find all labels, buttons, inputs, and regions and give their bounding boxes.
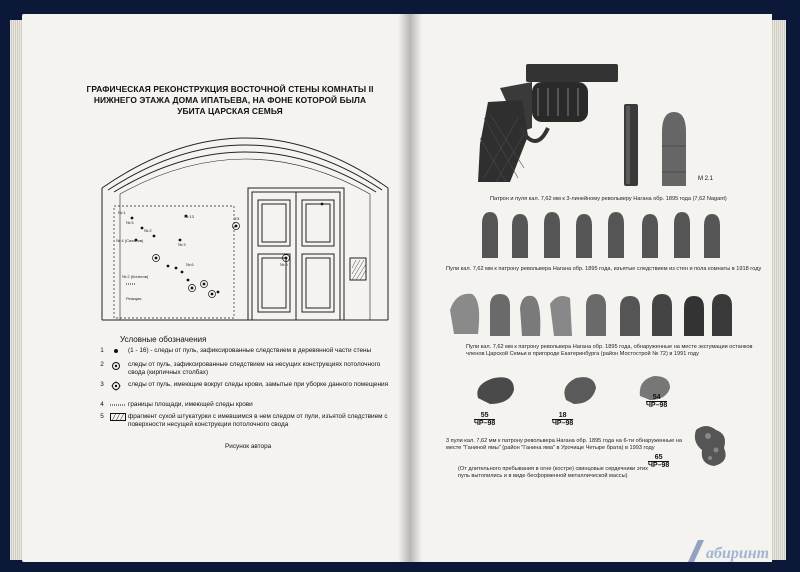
figure-credit: Рисунок автора	[225, 443, 272, 450]
svg-text:абиринт: абиринт	[706, 545, 770, 562]
diagram-label: № 9	[280, 262, 288, 267]
diagram-label: № 1	[118, 210, 126, 215]
legend-key: 5	[100, 413, 104, 420]
molten-mass-photo	[690, 420, 734, 470]
diagram-label: № 13	[184, 214, 194, 219]
diagram-label: Реакция	[126, 296, 142, 301]
diagram-label: № 6	[186, 262, 194, 267]
evidence-number: 18	[552, 412, 573, 420]
evidence-number: 54	[646, 394, 667, 402]
caption-row1: Пули кал. 7,62 мм к патрону револьвера Нагана обр. 1895 года, изъятые следствием из стен и пола комнаты в 1918 году	[446, 266, 762, 272]
evidence-number: 55	[474, 412, 495, 420]
hatched-box-icon	[110, 413, 126, 427]
legend-key: 2	[100, 361, 104, 368]
evidence-mark	[648, 454, 669, 469]
evidence-mark	[474, 412, 495, 427]
legend-text: следы от пуль, имеющие вокруг следы крови, замытые при уборке данного помещения	[128, 381, 389, 388]
labirint-watermark-logo	[684, 536, 796, 566]
evidence-code: ЧР–98	[474, 420, 496, 427]
diagram-label: ЗЭ	[234, 216, 240, 221]
evidence-mark	[552, 412, 573, 427]
evidence-code: ЧР–98	[646, 402, 668, 409]
right-page-edges	[770, 20, 786, 560]
bullets-row-2	[448, 290, 738, 340]
evidence-number: 65	[648, 454, 669, 462]
diagram-label: № 2	[144, 228, 152, 233]
legend-key: 4	[100, 401, 104, 408]
page-title: ГРАФИЧЕСКАЯ РЕКОНСТРУКЦИЯ ВОСТОЧНОЙ СТЕНЫ КОМНАТЫ II НИЖНЕГО ЭТАЖА ДОМА ИПАТЬЕВА, НА ФОНЕ КОТОРОЙ БЫЛА УБИТА ЦАРСКАЯ СЕМЬЯ	[86, 84, 374, 116]
rayed-circle-icon	[110, 381, 126, 395]
evidence-code: ЧР–98	[648, 462, 670, 469]
caption-revolver: Патрон и пуля кал. 7,62 мм к 3-линейному револьверу Нагана обр. 1895 года (7,62 Nagant)	[490, 196, 727, 202]
evidence-mark	[646, 394, 667, 409]
mark-m21: М 2.1	[698, 176, 714, 182]
legend-key: 3	[100, 381, 104, 388]
legend-title: Условные обозначения	[120, 335, 207, 344]
diagram-label: № 4 (Сахонов)	[116, 238, 144, 243]
caption-row2: Пули кал. 7,62 мм к патрону револьвера Нагана обр. 1895 года, обнаруженные на месте эксгумации останков членов Царской Семьи в пригороде Екатеринбурга (район Мостострой № 72) в 1991 году	[466, 344, 753, 358]
bullets-row-1	[478, 208, 728, 262]
caption-row3: 3 пули кал. 7,62 мм к патрону револьвера Нагана обр. 1895 года на 6-ти обнаруженные на месте "Ганиной ямы" (район "Ганина яма" в Урочище Четыре брата) в 1993 году	[446, 438, 682, 452]
diagram-label: № 2 (Кочетов)	[122, 274, 149, 279]
legend-text: (1 - 16) - следы от пуль, зафиксированные следствием в деревянной части стены	[128, 347, 372, 354]
legend-text: границы площади, имеющей следы крови	[128, 401, 253, 408]
diagram-label: № 5	[126, 220, 134, 225]
revolver-photo	[470, 58, 620, 188]
bullet-dot-icon	[110, 347, 126, 361]
legend-text: фрагмент сухой штукатурки с имевшимся в нем следом от пули, изъятой следствием с поверхности несущей конструкции потолочного свода	[128, 413, 388, 428]
evidence-code: ЧР–98	[552, 420, 574, 427]
diagram-label: № 3	[178, 242, 186, 247]
circled-dot-icon	[110, 361, 126, 375]
wall-reconstruction-diagram	[96, 108, 396, 330]
legend-key: 1	[100, 347, 104, 354]
book-gutter-shadow	[398, 14, 422, 562]
caption-row3-note: (От длительного пребывания в огне (костре) свинцовые сердечники этих пуль вытопились и в виде бесформенной металлической массы)	[458, 466, 648, 480]
legend-text: следы от пуль, зафиксированные следствием на несущих конструкциях потолочного свода (кирпичных столбах)	[128, 361, 381, 376]
